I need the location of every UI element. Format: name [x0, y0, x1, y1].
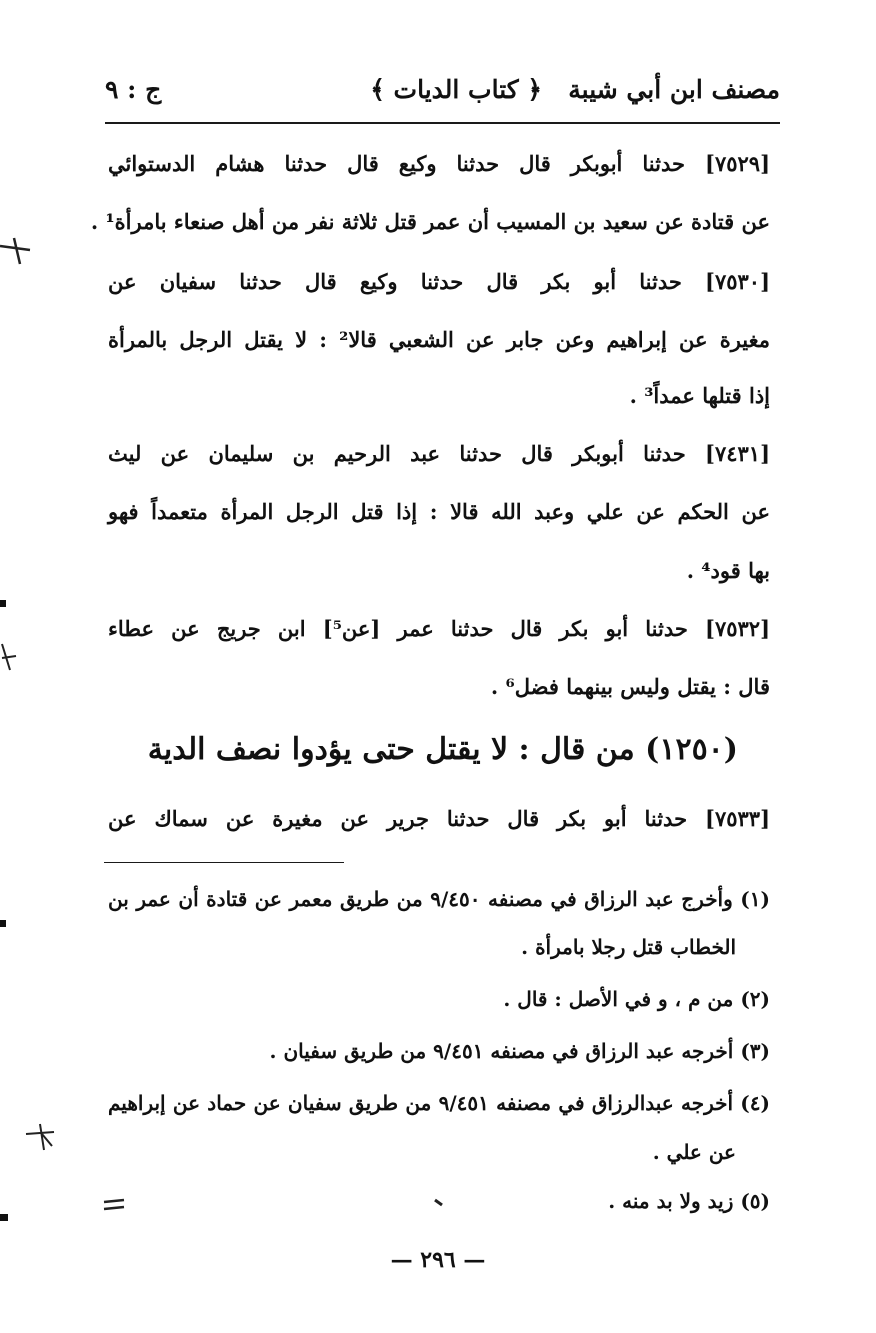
text-line: مغيرة عن إبراهيم وعن جابر عن الشعبي قالا² : لا يقتل الرجل بالمرأة	[108, 327, 771, 352]
margin-mark	[0, 1212, 20, 1224]
section-heading: (١٢٥٠) من قال : لا يقتل حتى يؤدوا نصف الدية	[147, 732, 738, 767]
margin-mark	[0, 598, 20, 610]
text-line: [٧٤٣١] حدثنا أبوبكر قال حدثنا عبد الرحيم بن سليمان عن ليث	[108, 441, 770, 466]
volume-number: ج : ٩	[105, 75, 162, 104]
text-line: بها قود⁴ .	[686, 558, 770, 583]
text-line: إذا قتلها عمداً³ .	[629, 383, 770, 408]
text-line: قال : يقتل وليس بينهما فضل⁶ .	[490, 674, 770, 699]
book-title: مصنف ابن أبي شيبة	[568, 75, 780, 104]
text-line: [٧٥٣٢] حدثنا أبو بكر قال حدثنا عمر [عن⁵] ابن جريج عن عطاء	[108, 616, 770, 641]
footnote-line: (٤) أخرجه عبدالرزاق في مصنفه ٩/٤٥١ من طريق سفيان عن حماد عن إبراهيم	[108, 1091, 770, 1115]
page-number: — ٢٩٦ —	[390, 1247, 486, 1273]
margin-mark	[0, 638, 24, 678]
footnote-line: (٥) زيد ولا بد منه .	[608, 1189, 770, 1213]
text-line: عن الحكم عن علي وعبد الله قالا : إذا قتل الرجل المرأة متعمداً فهو	[108, 499, 770, 524]
text-line: [٧٥٣٣] حدثنا أبو بكر قال حدثنا جرير عن مغيرة عن سماك عن	[108, 806, 770, 831]
running-header	[105, 66, 780, 124]
footnote-line: (٢) من م ، و في الأصل : قال .	[503, 987, 770, 1011]
text-line: عن قتادة عن سعيد بن المسيب أن عمر قتل ثلاثة نفر من أهل صنعاء بامرأة¹ .	[90, 209, 770, 234]
chapter-title: ﴿ كتاب الديات ﴾	[370, 75, 542, 104]
margin-mark	[0, 220, 40, 280]
footnote-line: (٣) أخرجه عبد الرزاق في مصنفه ٩/٤٥١ من طريق سفيان .	[269, 1039, 770, 1063]
margin-mark	[100, 1196, 130, 1216]
margin-mark	[432, 1196, 448, 1210]
footnote-line: (١) وأخرج عبد الرزاق في مصنفه ٩/٤٥٠ من طريق معمر عن قتادة أن عمر بن	[108, 887, 770, 911]
margin-mark	[22, 1120, 62, 1160]
footnote-divider	[104, 862, 344, 863]
text-line: [٧٥٢٩] حدثنا أبوبكر قال حدثنا وكيع قال حدثنا هشام الدستوائي	[108, 151, 770, 176]
footnote-line: الخطاب قتل رجلا بامرأة .	[521, 935, 736, 959]
footnote-line: عن علي .	[652, 1140, 736, 1164]
text-line: [٧٥٣٠] حدثنا أبو بكر قال حدثنا وكيع قال حدثنا سفيان عن	[108, 269, 770, 294]
margin-mark	[0, 918, 20, 930]
